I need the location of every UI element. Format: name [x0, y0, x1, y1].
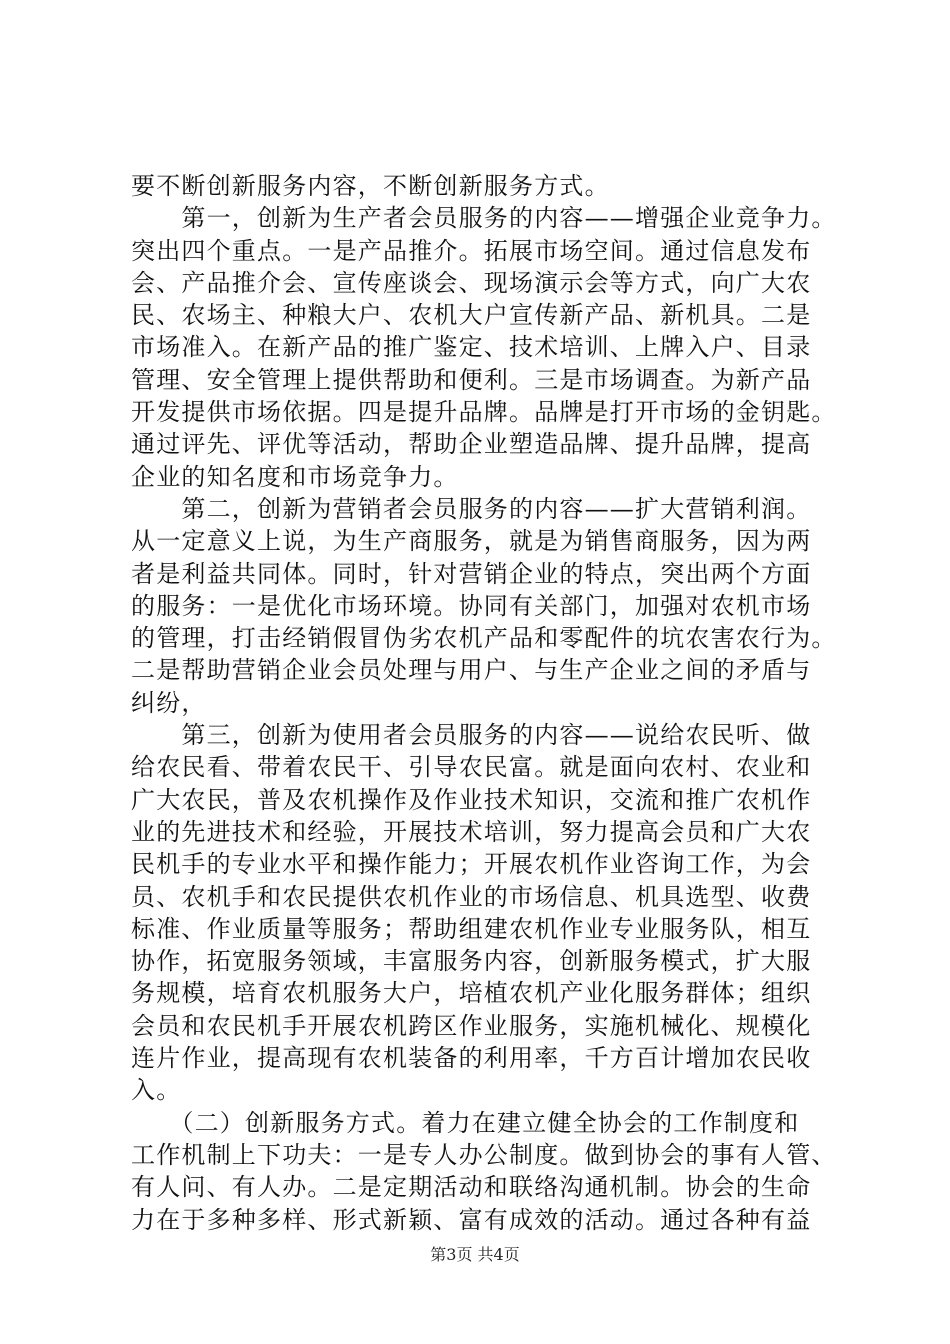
- text-line: 务规模，培育农机服务大户，培植农机产业化服务群体；组织: [131, 979, 812, 1008]
- text-line: 广大农民，普及农机操作及作业技术知识，交流和推广农机作: [131, 785, 812, 814]
- text-line: 标准、作业质量等服务；帮助组建农机作业专业服务队，相互: [131, 914, 812, 943]
- text-line: 民机手的专业水平和操作能力；开展农机作业咨询工作，为会: [131, 850, 812, 879]
- text-line: 力在于多种多样、形式新颖、富有成效的活动。通过各种有益: [131, 1205, 812, 1234]
- text-line: 入。: [131, 1076, 182, 1105]
- text-line: 二是帮助营销企业会员处理与用户、与生产企业之间的矛盾与: [131, 656, 812, 685]
- text-line: 市场准入。在新产品的推广鉴定、技术培训、上牌入户、目录: [131, 333, 812, 362]
- text-line: 给农民看、带着农民干、引导农民富。就是面向农村、农业和: [131, 753, 812, 782]
- text-line: 民、农场主、种粮大户、农机大户宣传新产品、新机具。二是: [131, 301, 812, 330]
- text-line: 连片作业，提高现有农机装备的利用率，千方百计增加农民收: [131, 1044, 812, 1073]
- text-line: 开发提供市场依据。四是提升品牌。品牌是打开市场的金钥匙。: [131, 398, 837, 427]
- text-line: 第二，创新为营销者会员服务的内容——扩大营销利润。: [131, 494, 812, 523]
- text-line: 的服务：一是优化市场环境。协同有关部门，加强对农机市场: [131, 591, 812, 620]
- text-line: 者是利益共同体。同时，针对营销企业的特点，突出两个方面: [131, 559, 812, 588]
- text-line: 从一定意义上说，为生产商服务，就是为销售商服务，因为两: [131, 527, 812, 556]
- page-footer: 第3页 共4页: [430, 1245, 520, 1264]
- text-line: 第三，创新为使用者会员服务的内容——说给农民听、做: [131, 721, 812, 750]
- text-line: 会、产品推介会、宣传座谈会、现场演示会等方式，向广大农: [131, 268, 812, 297]
- text-line: 业的先进技术和经验，开展技术培训，努力提高会员和广大农: [131, 817, 812, 846]
- text-line: 有人问、有人办。二是定期活动和联络沟通机制。协会的生命: [131, 1173, 812, 1202]
- text-line: 第一，创新为生产者会员服务的内容——增强企业竞争力。: [131, 204, 837, 233]
- text-line: 管理、安全管理上提供帮助和便利。三是市场调查。为新产品: [131, 365, 812, 394]
- text-line: 协作，拓宽服务领域，丰富服务内容，创新服务模式，扩大服: [131, 947, 812, 976]
- text-line: 突出四个重点。一是产品推介。拓展市场空间。通过信息发布: [131, 236, 812, 265]
- text-line: 的管理，打击经销假冒伪劣农机产品和零配件的坑农害农行为。: [131, 624, 837, 653]
- text-line: 员、农机手和农民提供农机作业的市场信息、机具选型、收费: [131, 882, 812, 911]
- text-line: 会员和农民机手开展农机跨区作业服务，实施机械化、规模化: [131, 1011, 812, 1040]
- text-line: 企业的知名度和市场竞争力。: [131, 462, 459, 491]
- text-line: 要不断创新服务内容，不断创新服务方式。: [131, 172, 610, 200]
- body-text: [131, 170, 837, 1236]
- text-line: 通过评先、评优等活动，帮助企业塑造品牌、提升品牌，提高: [131, 430, 812, 459]
- text-line: 工作机制上下功夫：一是专人办公制度。做到协会的事有人管、: [131, 1140, 837, 1169]
- text-line: 纠纷，: [131, 688, 207, 717]
- text-line: （二）创新服务方式。着力在建立健全协会的工作制度和: [131, 1108, 800, 1137]
